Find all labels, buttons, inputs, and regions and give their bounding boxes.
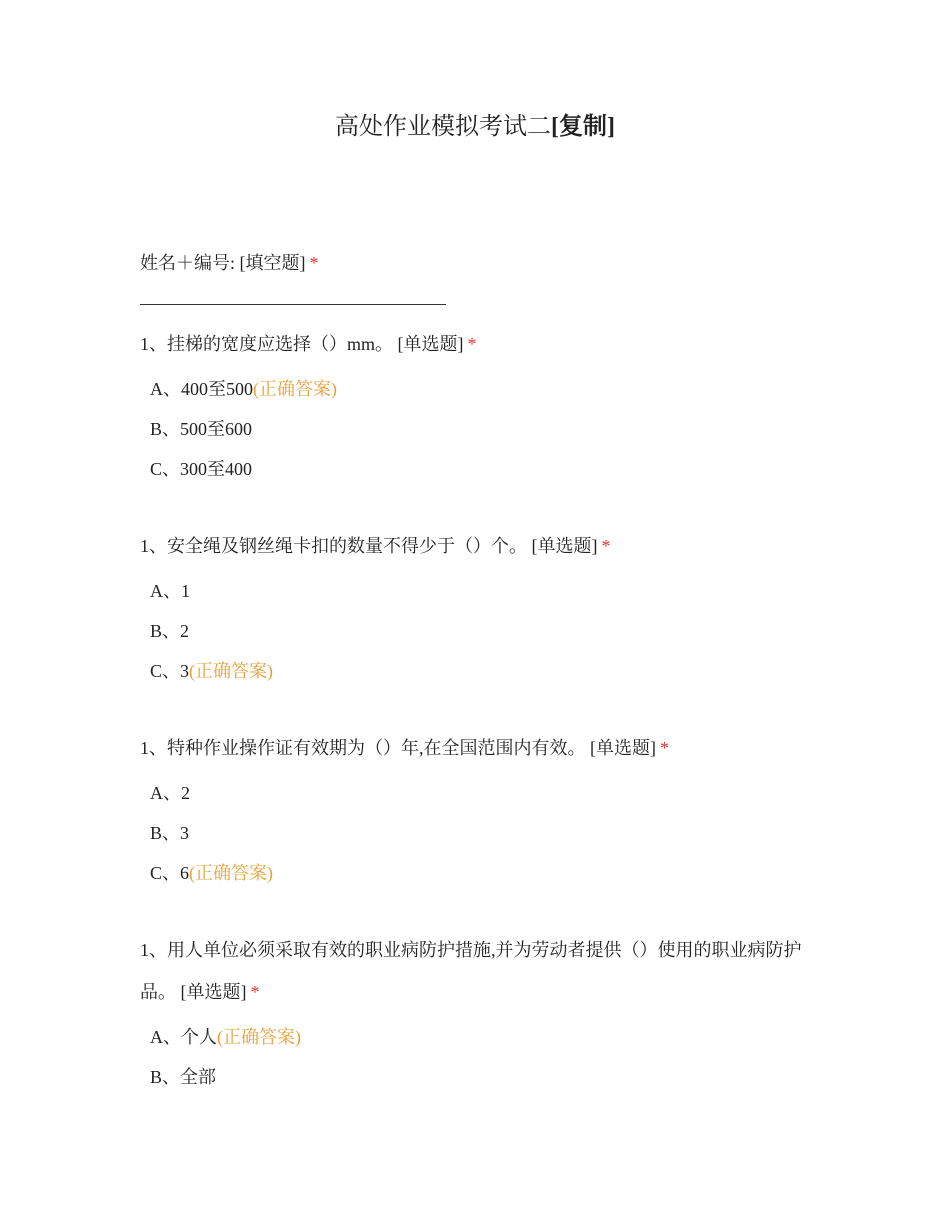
option-a[interactable] (150, 1017, 820, 1057)
option-label: C、300至400 (150, 459, 253, 479)
title-copy-tag: [复制] (551, 114, 615, 140)
question-block-3 (140, 727, 820, 893)
question-type: [单选题] (590, 738, 656, 758)
title-main: 高处作业模拟考试二 (335, 114, 551, 140)
option-label: A、400至500 (150, 379, 253, 399)
option-label: A、个人 (150, 1027, 217, 1047)
option-a[interactable] (150, 571, 820, 611)
correct-answer-tag: (正确答案) (189, 661, 274, 681)
name-field-label: 姓名＋编号: (140, 253, 236, 273)
option-label: B、2 (150, 621, 190, 641)
question-block-2 (140, 525, 820, 691)
option-a[interactable] (150, 773, 820, 813)
question-text (140, 525, 820, 567)
question-stem: 1、用人单位必须采取有效的职业病防护措施,并为劳动者提供（）使用的职业病防护品。 (140, 940, 802, 1002)
page-title (0, 110, 950, 144)
question-stem: 1、挂梯的宽度应选择（）mm。 (140, 334, 394, 354)
option-b[interactable] (150, 409, 820, 449)
required-mark: * (467, 334, 477, 354)
question-type: [单选题] (397, 334, 464, 354)
name-field-question (140, 242, 820, 284)
option-label: C、6 (150, 863, 190, 883)
name-field-block (140, 242, 820, 305)
correct-answer-tag: (正确答案) (253, 379, 337, 399)
correct-answer-tag: (正确答案) (189, 863, 274, 883)
option-b[interactable] (150, 1057, 820, 1097)
required-mark: * (250, 982, 260, 1002)
question-type: [单选题] (531, 536, 598, 556)
required-mark: * (601, 536, 611, 556)
option-b[interactable] (150, 611, 820, 651)
question-block-1 (140, 323, 820, 489)
name-input-line[interactable] (140, 304, 446, 305)
option-c[interactable] (150, 651, 820, 691)
question-stem: 1、特种作业操作证有效期为（）年,在全国范围内有效。 (140, 738, 586, 758)
question-stem: 1、安全绳及钢丝绳卡扣的数量不得少于（）个。 (140, 536, 527, 556)
option-label: B、500至600 (150, 419, 253, 439)
required-mark: * (309, 253, 319, 273)
option-label: A、2 (150, 783, 190, 803)
option-c[interactable] (150, 449, 820, 489)
option-c[interactable] (150, 853, 820, 893)
question-type: [单选题] (180, 982, 247, 1002)
question-block-4 (140, 929, 820, 1097)
option-a[interactable] (150, 369, 820, 409)
question-type: [填空题] (239, 253, 306, 273)
question-text (140, 727, 820, 769)
option-label: A、1 (150, 581, 190, 601)
question-text (140, 323, 820, 365)
required-mark: * (660, 738, 669, 758)
correct-answer-tag: (正确答案) (217, 1027, 301, 1047)
option-label: B、全部 (150, 1067, 217, 1087)
question-text (140, 929, 810, 1013)
option-label: C、3 (150, 661, 190, 681)
option-b[interactable] (150, 813, 820, 853)
option-label: B、3 (150, 823, 190, 843)
